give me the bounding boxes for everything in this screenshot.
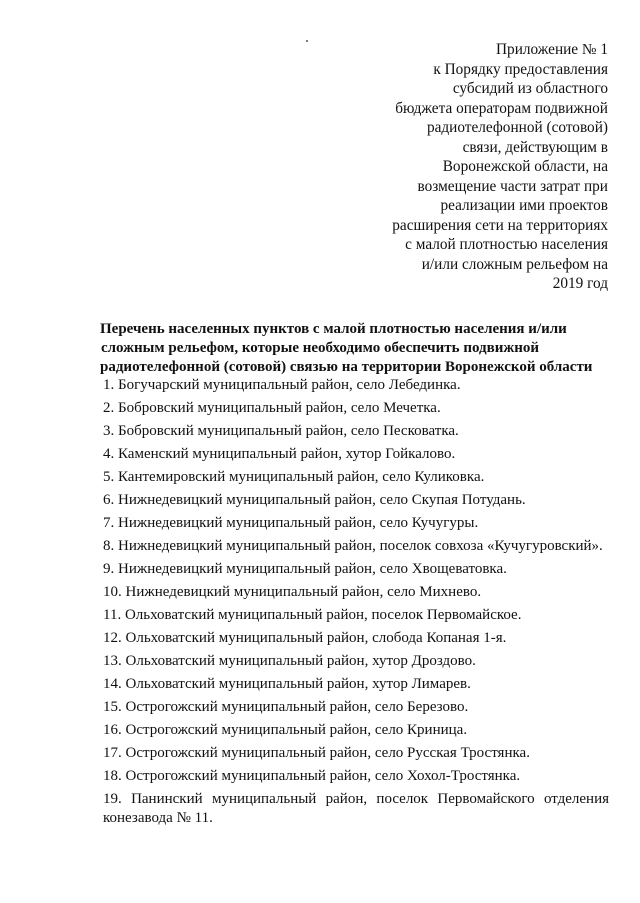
title-line: радиотелефонной (сотовой) связью на территории Воронежской области [100, 359, 593, 375]
list-item: 14. Ольховатский муниципальный район, хутор Лимарев. [103, 676, 471, 692]
appendix-line: к Порядку предоставления [433, 60, 608, 78]
list-item: 15. Острогожский муниципальный район, село Березово. [103, 699, 469, 715]
appendix-line: возмещение части затрат при [417, 177, 608, 195]
list-item: 12. Ольховатский муниципальный район, слобода Копаная 1-я. [103, 630, 507, 646]
appendix-note [348, 40, 608, 294]
list-item: 5. Кантемировский муниципальный район, село Куликовка. [103, 469, 485, 485]
list-item: 2. Бобровский муниципальный район, село Мечетка. [103, 400, 441, 416]
list-item: 4. Каменский муниципальный район, хутор Гойкалово. [103, 446, 456, 462]
appendix-line: расширения сети на территориях [392, 216, 608, 234]
list-item: 10. Нижнедевицкий муниципальный район, село Михнево. [103, 584, 482, 600]
list-item: 8. Нижнедевицкий муниципальный район, поселок совхоза «Кучугуровский». [103, 538, 603, 554]
appendix-line: Воронежской области, на [442, 158, 608, 175]
list-item: 3. Бобровский муниципальный район, село Песковатка. [103, 423, 459, 439]
title-line: сложным рельефом, которые необходимо обеспечить подвижной [100, 340, 540, 356]
settlements-list [103, 376, 609, 828]
list-item: 6. Нижнедевицкий муниципальный район, село Скупая Потудань. [103, 492, 526, 508]
document-title [100, 320, 593, 377]
list-item: 19. Панинский муниципальный район, поселок Первомайского отделения конезавода № 11. [103, 791, 609, 826]
scan-speck [306, 40, 308, 42]
list-item: 7. Нижнедевицкий муниципальный район, село Кучугуры. [103, 515, 479, 531]
appendix-line: радиотелефонной (сотовой) [426, 119, 608, 136]
appendix-line: субсидий из областного [452, 80, 608, 97]
appendix-line: Приложение № 1 [496, 41, 608, 58]
appendix-line: бюджета операторам подвижной [395, 99, 608, 117]
appendix-line: связи, действующим в [462, 138, 608, 156]
list-item: 17. Острогожский муниципальный район, село Русская Тростянка. [103, 745, 530, 761]
list-item: 11. Ольховатский муниципальный район, поселок Первомайское. [103, 607, 522, 623]
list-item: 9. Нижнедевицкий муниципальный район, село Хвощеватовка. [103, 561, 507, 577]
list-item: 1. Богучарский муниципальный район, село Лебединка. [103, 377, 461, 393]
list-item: 13. Ольховатский муниципальный район, хутор Дроздово. [103, 653, 476, 669]
appendix-line: и/или сложным рельефом на [421, 255, 608, 273]
list-item: 16. Острогожский муниципальный район, село Криница. [103, 722, 468, 738]
appendix-line: реализации ими проектов [440, 197, 608, 214]
title-line: Перечень населенных пунктов с малой плотностью населения и/или [100, 321, 567, 337]
appendix-line: 2019 год [552, 275, 608, 292]
appendix-line: с малой плотностью населения [405, 236, 608, 253]
list-item: 18. Острогожский муниципальный район, село Хохол-Тростянка. [103, 768, 521, 784]
